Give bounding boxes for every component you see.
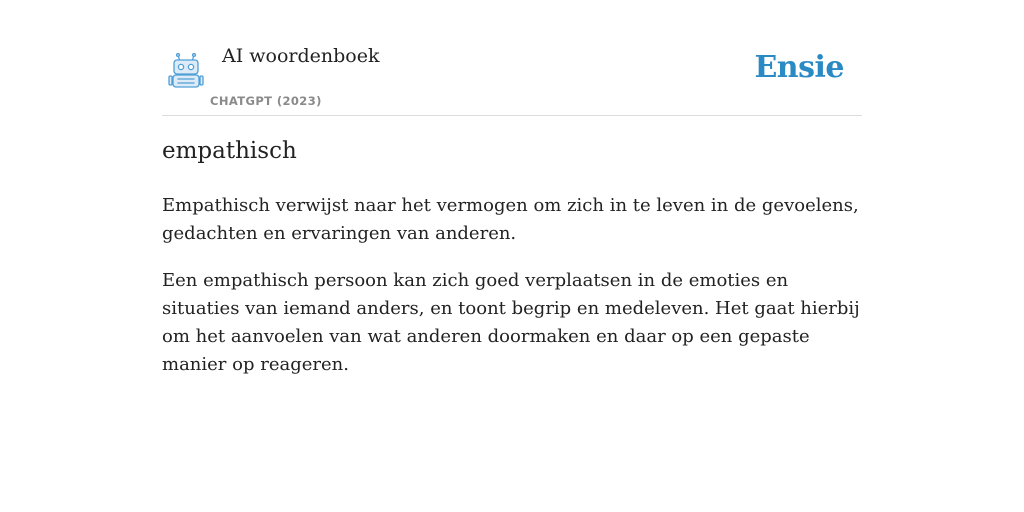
headword: empathisch (162, 138, 297, 164)
header (162, 40, 862, 116)
definition-paragraph: Empathisch verwijst naar het vermogen om zich in te leven in de gevoelens, gedachten en ervaringen van anderen. (162, 195, 859, 244)
source-label: CHATGPT (2023) (210, 94, 322, 108)
dictionary-title[interactable]: AI woordenboek (222, 45, 380, 67)
brand-logo[interactable]: Ensie (754, 50, 844, 85)
robot-icon (166, 52, 206, 92)
definition-paragraph: Een empathisch persoon kan zich goed verplaatsen in de emoties en situaties van iemand anders, en toont begrip en medeleven. Het gaat hierbij om het aanvoelen van wat anderen doormaken en daar op een gepaste manier op reageren. (162, 270, 860, 375)
definition (162, 192, 862, 398)
